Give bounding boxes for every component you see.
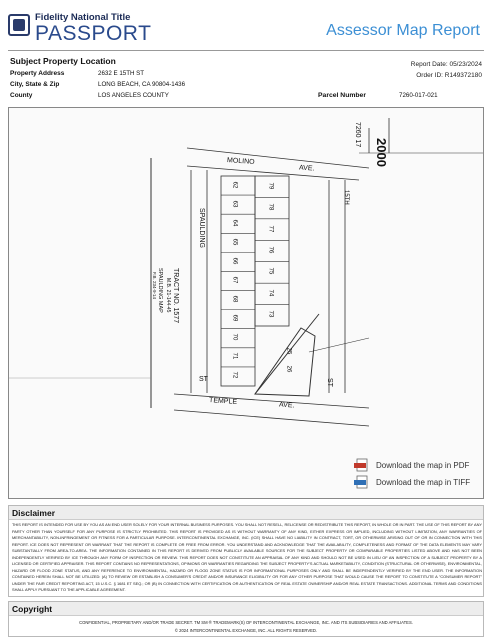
logo-brand-name: PASSPORT	[35, 22, 152, 45]
copyright-header	[9, 602, 483, 616]
map-scale: 2000	[374, 138, 389, 167]
report-title: Assessor Map Report	[326, 22, 480, 39]
lot-number: 79	[267, 182, 274, 190]
lot-number: 71	[231, 353, 238, 360]
address-value: 2632 E 15TH ST	[98, 70, 145, 77]
lot-number: 72	[231, 372, 238, 379]
city-label: City, State & Zip	[10, 81, 60, 88]
street-temple-ave: AVE.	[278, 401, 295, 410]
download-tiff-link[interactable]	[351, 475, 470, 489]
spaulding-map-ref: F.B. 234-9-14	[152, 272, 157, 300]
street-st-right: ST	[326, 378, 333, 387]
report-header	[0, 0, 492, 50]
tiff-icon	[351, 475, 373, 489]
street-molino: MOLINO	[226, 157, 255, 166]
county-label: County	[10, 92, 33, 99]
lot-number: 67	[231, 276, 238, 284]
disclaimer-heading: Disclaimer	[12, 508, 55, 518]
street-spaulding: SPAULDING	[198, 208, 205, 248]
lot-number: 68	[231, 295, 238, 303]
report-date: Report Date: 05/23/2024	[410, 61, 482, 68]
disclaimer-section	[8, 505, 484, 597]
lot-number: 78	[267, 203, 274, 211]
lot-number: 77	[267, 225, 274, 232]
assessor-map	[8, 107, 484, 499]
map-drawing	[9, 108, 483, 498]
street-15th: 15TH	[343, 190, 349, 205]
lot-number: 75	[267, 268, 274, 275]
copyright-line-1: CONFIDENTIAL, PROPRIETARY AND/OR TRADE SECRET. TM SM ® TRADEMARK(S) OF INTERCONTINENTAL EXCHANGE, INC. AND ITS SUBSIDIARIES AND AFFILIATES.	[79, 620, 413, 625]
tract-number: TRACT NO. 1577	[172, 268, 179, 324]
logo-brand-line: Fidelity National Title	[35, 12, 131, 23]
lot-number: 69	[231, 314, 238, 322]
parcel-label: Parcel Number	[318, 92, 366, 99]
logo-seal-icon	[8, 14, 30, 36]
lot-number: 66	[231, 257, 238, 265]
copyright-line-2: © 2024 INTERCONTINENTAL EXCHANGE, INC. ALL RIGHTS RESERVED.	[174, 628, 318, 633]
spaulding-map-label: SPAULDING MAP	[157, 268, 163, 313]
parcel-value: 7260-017-021	[399, 92, 438, 99]
copyright-section	[8, 601, 484, 637]
disclaimer-text: THIS REPORT IS INTENDED FOR USE BY YOU AS AN END USER SOLELY FOR YOUR INTERNAL BUSINESS PURPOSES. YOU SHALL NOT RESELL, RELICENSE OR REDISTRIBUTE THIS REPORT, IN WHOLE OR IN PART. THE USE OF THIS REPORT BY ANY PARTY OTHER THAN YOURSELF FOR ANY PURPOSE IS STRICTLY PROHIBITED. THIS REPORT IS PROVIDED AS IS WITHOUT WARRANTY OF ANY KIND, EITHER EXPRESS OR IMPLIED, INCLUDING WITHOUT LIMITATION, ANY WARRANTIES OF MERCHANTABILITY, NON-INFRINGEMENT OR FITNESS FOR A PARTICULAR PURPOSE. INTERCONTINENTAL EXCHANGE, INC. (ICE) SHALL HAVE NO LIABILITY IN CONTRACT, TORT, OR OTHERWISE ARISING OUT OF OR IN CONNECTION WITH THIS REPORT. ICE DOES NOT REPRESENT OR WARRANT THAT THE REPORT IS COMPLETE OR FREE FROM ERROR. YOU UNDERSTAND AND ACKNOWLEDGE THAT THE AVAILABILITY, COMPLETENESS AND FORMAT OF THE DATA ELEMENTS MAY VARY SUBSTANTIALLY FROM AREA-TO-AREA. THE INFORMATION CONTAINED IN THIS REPORT IS DERIVED FROM PUBLICLY AVAILABLE SOURCES FOR THE SUBJECT PROPERTY OR COMPARABLE PROPERTIES LISTED ABOVE AND HAS NOT BEEN INDEPENDENTLY VERIFIED BY ICE THROUGH ANY FORM OF INSPECTION OR REVIEW. THIS REPORT DOES NOT CONSTITUTE AN APPRAISAL OF ANY KIND AND SHOULD NOT BE USED IN LIEU OF AN INSPECTION OF A SUBJECT PROPERTY BY A LICENSED OR CERTIFIED APPRAISER. THIS REPORT CONTAINS NO REPRESENTATIONS, OPINIONS OR WARRANTIES REGARDING THE SUBJECT PROPERTY'S ACTUAL MARKETABILITY, CONDITION (STRUCTURAL OR OTHERWISE), ENVIRONMENTAL, HAZARD OR FLOOD ZONE STATUS, AND ANY REFERENCE TO ENVIRONMENTAL, HAZARD OR FLOOD ZONE STATUS IS FOR INFORMATIONAL PURPOSES ONLY AND SHALL BE INDEPENDENTLY VERIFIED BY THE END USER. THE INFORMATION CONTAINED HEREIN SHALL NOT BE UTILIZED: (A) TO REVIEW OR ESTABLISH A CONSUMER'S CREDIT AND/OR INSURANCE ELIGIBILITY OR FOR ANY OTHER PURPOSE THAT WOULD CAUSE THE REPORT TO CONSTITUTE A "CONSUMER REPORT" UNDER THE FAIR CREDIT REPORTING ACT, 15 U.S.C. § 1681 ET SEQ.; OR (B) IN CONNECTION WITH CERTIFICATION OR AUTHENTICATION OF REAL ESTATE OWNERSHIP AND/OR REAL ESTATE TRANSACTIONS. ADDITIONAL TERMS AND CONDITIONS SHALL APPLY PURSUANT TO THE APPLICABLE AGREEMENT.	[12, 522, 482, 592]
download-pdf-link[interactable]	[351, 458, 469, 472]
disclaimer-header	[9, 506, 483, 520]
city-value: LONG BEACH, CA 90804-1436	[98, 81, 186, 88]
tract-reference: M.B. 21-144-45	[165, 278, 171, 313]
order-id: Order ID: R149372180	[416, 72, 482, 79]
lot-number: 26	[285, 365, 292, 373]
download-tiff-label[interactable]: Download the map in TIFF	[376, 477, 471, 487]
lot-number: 73	[267, 310, 274, 318]
address-label: Property Address	[10, 70, 65, 77]
lot-number: 64	[231, 219, 238, 227]
county-value: LOS ANGELES COUNTY	[98, 92, 169, 99]
map-book-page: 7260 17	[354, 122, 361, 148]
lot-number: 74	[267, 289, 274, 297]
street-st-left: ST	[199, 376, 208, 383]
subject-property-heading: Subject Property Location	[10, 56, 116, 66]
lot-number: 65	[231, 238, 238, 246]
street-temple: TEMPLE	[208, 397, 238, 406]
lot-number: 70	[231, 333, 238, 341]
lot-number: 62	[231, 181, 238, 188]
pdf-icon	[351, 458, 373, 472]
lot-number: 63	[231, 200, 238, 207]
copyright-heading: Copyright	[12, 604, 53, 614]
street-molino-ave: AVE.	[298, 164, 315, 173]
company-logo	[8, 10, 152, 46]
lot-number: 76	[267, 246, 274, 254]
header-divider	[8, 50, 484, 51]
download-pdf-label[interactable]: Download the map in PDF	[376, 460, 470, 470]
lot-number: 25	[285, 347, 292, 355]
